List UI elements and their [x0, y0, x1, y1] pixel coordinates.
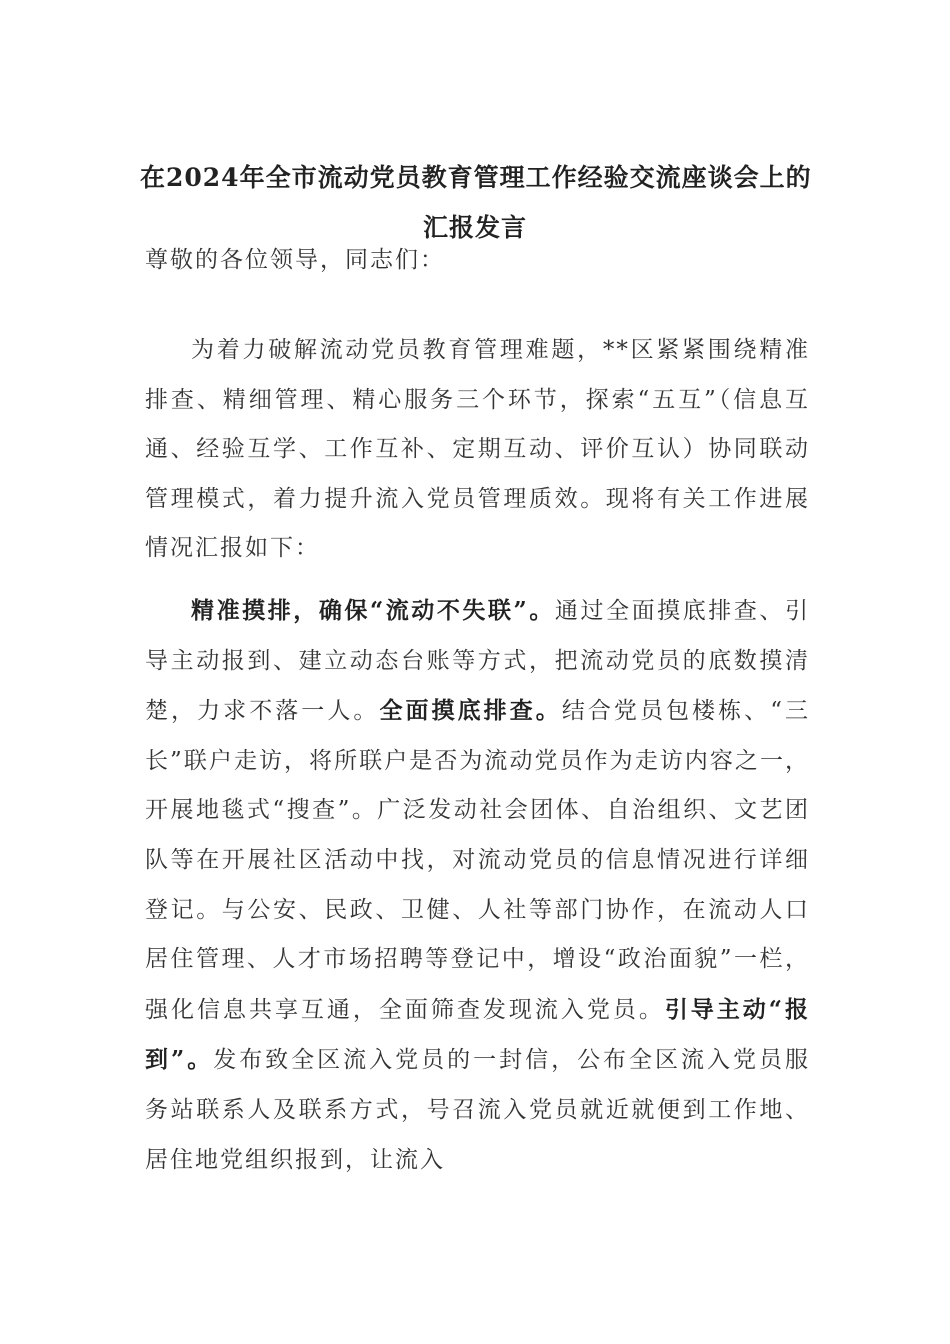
salutation: 尊敬的各位领导，同志们：: [145, 247, 445, 273]
document-title-line-1: 在2024年全市流动党员教育管理工作经验交流座谈会上的: [140, 163, 812, 192]
paragraph-intro: 为着力破解流动党员教育管理难题，**区紧紧围绕精准排查、精细管理、精心服务三个环节，探索“五互”（信息互通、经验互学、工作互补、定期互动、评价互认）协同联动管理模式，着力提升流入党员管理质效。现将有关工作进展情况汇报如下：: [145, 337, 810, 562]
document-title-line-2: 汇报发言: [422, 213, 527, 242]
sub-text-survey: 结合党员包楼栋、“三长”联户走访，将所联户是否为流动党员作为走访内容之一，开展地毯式“搜查”。广泛发动社会团体、自治组织、文艺团队等在开展社区活动中找，对流动党员的信息情况进行详细登记。与公安、民政、卫健、人社等部门协作，在流动人口居住管理、人才市场招聘等登记中，增设“政治面貌”一栏，强化信息共享互通，全面筛查发现流入党员。: [145, 698, 811, 1023]
section-heading: 精准摸排，确保“流动不失联”。: [191, 597, 555, 624]
paragraph-precise-survey: [145, 586, 810, 1185]
sub-heading-survey: 全面摸底排查。: [379, 697, 562, 725]
section-text: 通过全面摸底排查、引导主动报到、建立动态台账等方式，把流动党员的底数摸清楚，力求不落一人。: [145, 598, 810, 725]
sub-heading-report: 引导主动“报到”。: [145, 995, 810, 1074]
sub-text-report: 发布致全区流入党员的一封信，公布全区流入党员服务站联系人及联系方式，号召流入党员就近就便到工作地、居住地党组织报到，让流入: [145, 1047, 810, 1173]
